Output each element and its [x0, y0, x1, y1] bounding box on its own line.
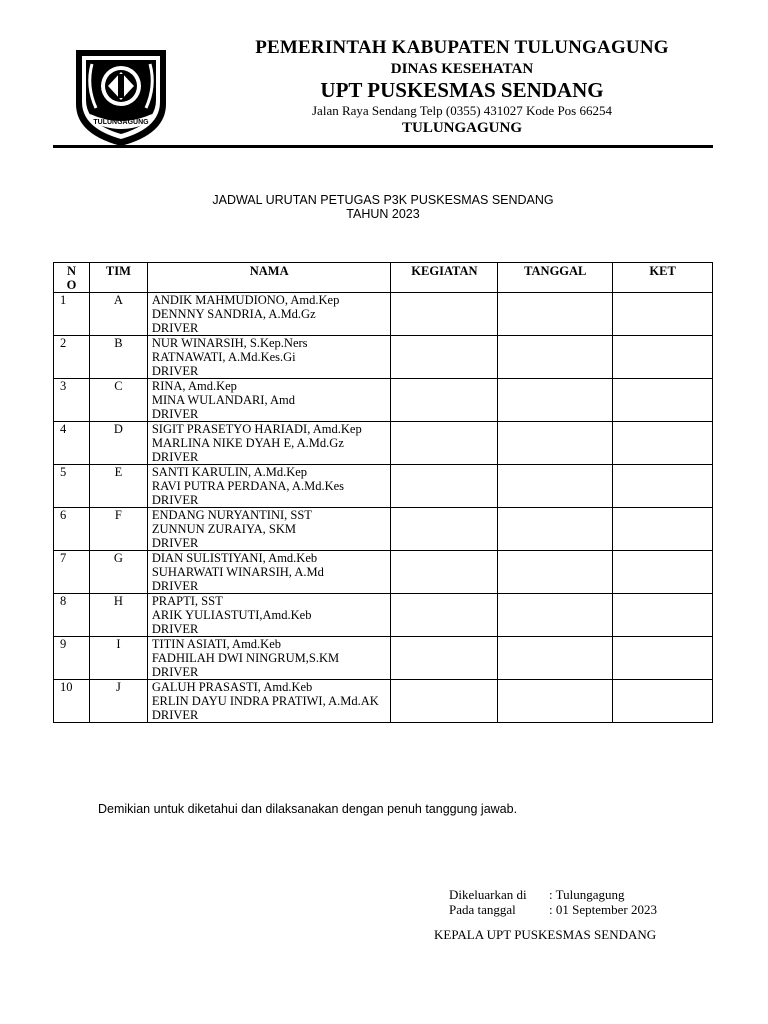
- table-row: [54, 551, 713, 594]
- cell-no: 5: [54, 465, 90, 508]
- team-member: TITIN ASIATI, Amd.Keb: [151, 637, 282, 651]
- letterhead-institution: UPT PUSKESMAS SENDANG: [320, 78, 604, 102]
- logo-text: TULUNGAGUNG: [93, 119, 149, 126]
- letterhead: [180, 36, 744, 137]
- closing-statement: Demikian untuk diketahui dan dilaksanakan dengan penuh tanggung jawab.: [98, 802, 518, 816]
- team-member: ZUNNUN ZURAIYA, SKM: [151, 522, 296, 536]
- team-member: DRIVER: [151, 493, 199, 507]
- issued-at-value: : Tulungagung: [549, 887, 625, 902]
- team-member: ENDANG NURYANTINI, SST: [151, 508, 312, 522]
- header-kegiatan: KEGIATAN: [391, 263, 498, 293]
- team-member: DRIVER: [151, 579, 199, 593]
- cell-ket: [613, 551, 713, 594]
- letterhead-divider: [53, 145, 713, 148]
- cell-tanggal: [498, 379, 613, 422]
- cell-nama: [147, 551, 391, 594]
- cell-tim: H: [89, 594, 147, 637]
- cell-ket: [613, 680, 713, 723]
- team-member: SUHARWATI WINARSIH, A.Md: [151, 565, 324, 579]
- team-member: DRIVER: [151, 622, 199, 636]
- team-member: MARLINA NIKE DYAH E, A.Md.Gz: [151, 436, 344, 450]
- team-member: DRIVER: [151, 407, 199, 421]
- cell-tanggal: [498, 422, 613, 465]
- cell-tim: C: [89, 379, 147, 422]
- table-row: [54, 293, 713, 336]
- table-header-row: [54, 263, 713, 293]
- cell-tim: B: [89, 336, 147, 379]
- cell-no: 3: [54, 379, 90, 422]
- issued-at-label: Dikeluarkan di: [449, 887, 527, 902]
- team-member: RAVI PUTRA PERDANA, A.Md.Kes: [151, 479, 345, 493]
- team-member: ANDIK MAHMUDIONO, Amd.Kep: [151, 293, 340, 307]
- cell-nama: [147, 379, 391, 422]
- header-tanggal: TANGGAL: [498, 263, 613, 293]
- cell-kegiatan: [391, 637, 498, 680]
- cell-ket: [613, 637, 713, 680]
- team-member: SIGIT PRASETYO HARIADI, Amd.Kep: [151, 422, 362, 436]
- cell-no: 4: [54, 422, 90, 465]
- cell-tanggal: [498, 594, 613, 637]
- cell-no: 6: [54, 508, 90, 551]
- table-row: [54, 336, 713, 379]
- schedule-body: [54, 293, 713, 723]
- document-title-line2: TAHUN 2023: [346, 207, 420, 221]
- team-member: DRIVER: [151, 450, 199, 464]
- table-row: [54, 422, 713, 465]
- schedule-table: [53, 262, 713, 723]
- cell-tanggal: [498, 637, 613, 680]
- cell-nama: [147, 465, 391, 508]
- cell-ket: [613, 422, 713, 465]
- team-member: SANTI KARULIN, A.Md.Kep: [151, 465, 308, 479]
- cell-kegiatan: [391, 594, 498, 637]
- cell-tim: J: [89, 680, 147, 723]
- cell-ket: [613, 336, 713, 379]
- cell-tanggal: [498, 508, 613, 551]
- table-row: [54, 379, 713, 422]
- cell-nama: [147, 336, 391, 379]
- letterhead-department: DINAS KESEHATAN: [390, 61, 534, 77]
- team-member: RATNAWATI, A.Md.Kes.Gi: [151, 350, 296, 364]
- team-member: DRIVER: [151, 708, 199, 722]
- cell-nama: [147, 680, 391, 723]
- document-title-line1: JADWAL URUTAN PETUGAS P3K PUSKESMAS SENDANG: [212, 193, 554, 207]
- issuance-block: [449, 887, 657, 917]
- header-tim: TIM: [89, 263, 147, 293]
- cell-tim: D: [89, 422, 147, 465]
- cell-nama: [147, 508, 391, 551]
- cell-no: 2: [54, 336, 90, 379]
- cell-tim: A: [89, 293, 147, 336]
- cell-tim: E: [89, 465, 147, 508]
- header-no: N O: [54, 263, 90, 293]
- cell-nama: [147, 637, 391, 680]
- cell-kegiatan: [391, 293, 498, 336]
- team-member: NUR WINARSIH, S.Kep.Ners: [151, 336, 308, 350]
- issued-date-label: Pada tanggal: [449, 902, 516, 917]
- cell-tim: I: [89, 637, 147, 680]
- cell-tanggal: [498, 680, 613, 723]
- letterhead-address: Jalan Raya Sendang Telp (0355) 431027 Kode Pos 66254: [312, 103, 612, 118]
- team-member: FADHILAH DWI NINGRUM,S.KM: [151, 651, 340, 665]
- cell-kegiatan: [391, 336, 498, 379]
- table-row: [54, 594, 713, 637]
- team-member: ERLIN DAYU INDRA PRATIWI, A.Md.AK: [151, 694, 379, 708]
- cell-kegiatan: [391, 508, 498, 551]
- cell-kegiatan: [391, 680, 498, 723]
- cell-ket: [613, 465, 713, 508]
- cell-nama: [147, 594, 391, 637]
- table-row: [54, 465, 713, 508]
- team-member: GALUH PRASASTI, Amd.Keb: [151, 680, 313, 694]
- cell-ket: [613, 594, 713, 637]
- team-member: DRIVER: [151, 536, 199, 550]
- cell-ket: [613, 379, 713, 422]
- team-member: ARIK YULIASTUTI,Amd.Keb: [151, 608, 312, 622]
- cell-tim: F: [89, 508, 147, 551]
- cell-nama: [147, 422, 391, 465]
- letterhead-government: PEMERINTAH KABUPATEN TULUNGAGUNG: [255, 37, 669, 58]
- cell-tanggal: [498, 336, 613, 379]
- cell-tanggal: [498, 465, 613, 508]
- cell-tanggal: [498, 293, 613, 336]
- document-title: [53, 193, 713, 221]
- cell-ket: [613, 508, 713, 551]
- cell-no: 8: [54, 594, 90, 637]
- table-row: [54, 680, 713, 723]
- team-member: MINA WULANDARI, Amd: [151, 393, 296, 407]
- cell-tanggal: [498, 551, 613, 594]
- cell-no: 1: [54, 293, 90, 336]
- team-member: DRIVER: [151, 665, 199, 679]
- letterhead-city: TULUNGAGUNG: [401, 120, 522, 136]
- team-member: PRAPTI, SST: [151, 594, 223, 608]
- header-ket: KET: [613, 263, 713, 293]
- cell-kegiatan: [391, 551, 498, 594]
- cell-no: 9: [54, 637, 90, 680]
- team-member: RINA, Amd.Kep: [151, 379, 237, 393]
- signatory-position: KEPALA UPT PUSKESMAS SENDANG: [434, 927, 657, 942]
- team-member: DIAN SULISTIYANI, Amd.Keb: [151, 551, 318, 565]
- kabupaten-emblem-logo: [66, 42, 176, 148]
- header-nama: NAMA: [147, 263, 391, 293]
- cell-tim: G: [89, 551, 147, 594]
- cell-ket: [613, 293, 713, 336]
- cell-kegiatan: [391, 465, 498, 508]
- cell-nama: [147, 293, 391, 336]
- issued-date-value: : 01 September 2023: [549, 902, 657, 917]
- cell-kegiatan: [391, 379, 498, 422]
- cell-no: 7: [54, 551, 90, 594]
- team-member: DRIVER: [151, 321, 199, 335]
- table-row: [54, 637, 713, 680]
- team-member: DRIVER: [151, 364, 199, 378]
- team-member: DENNNY SANDRIA, A.Md.Gz: [151, 307, 316, 321]
- cell-kegiatan: [391, 422, 498, 465]
- table-row: [54, 508, 713, 551]
- cell-no: 10: [54, 680, 90, 723]
